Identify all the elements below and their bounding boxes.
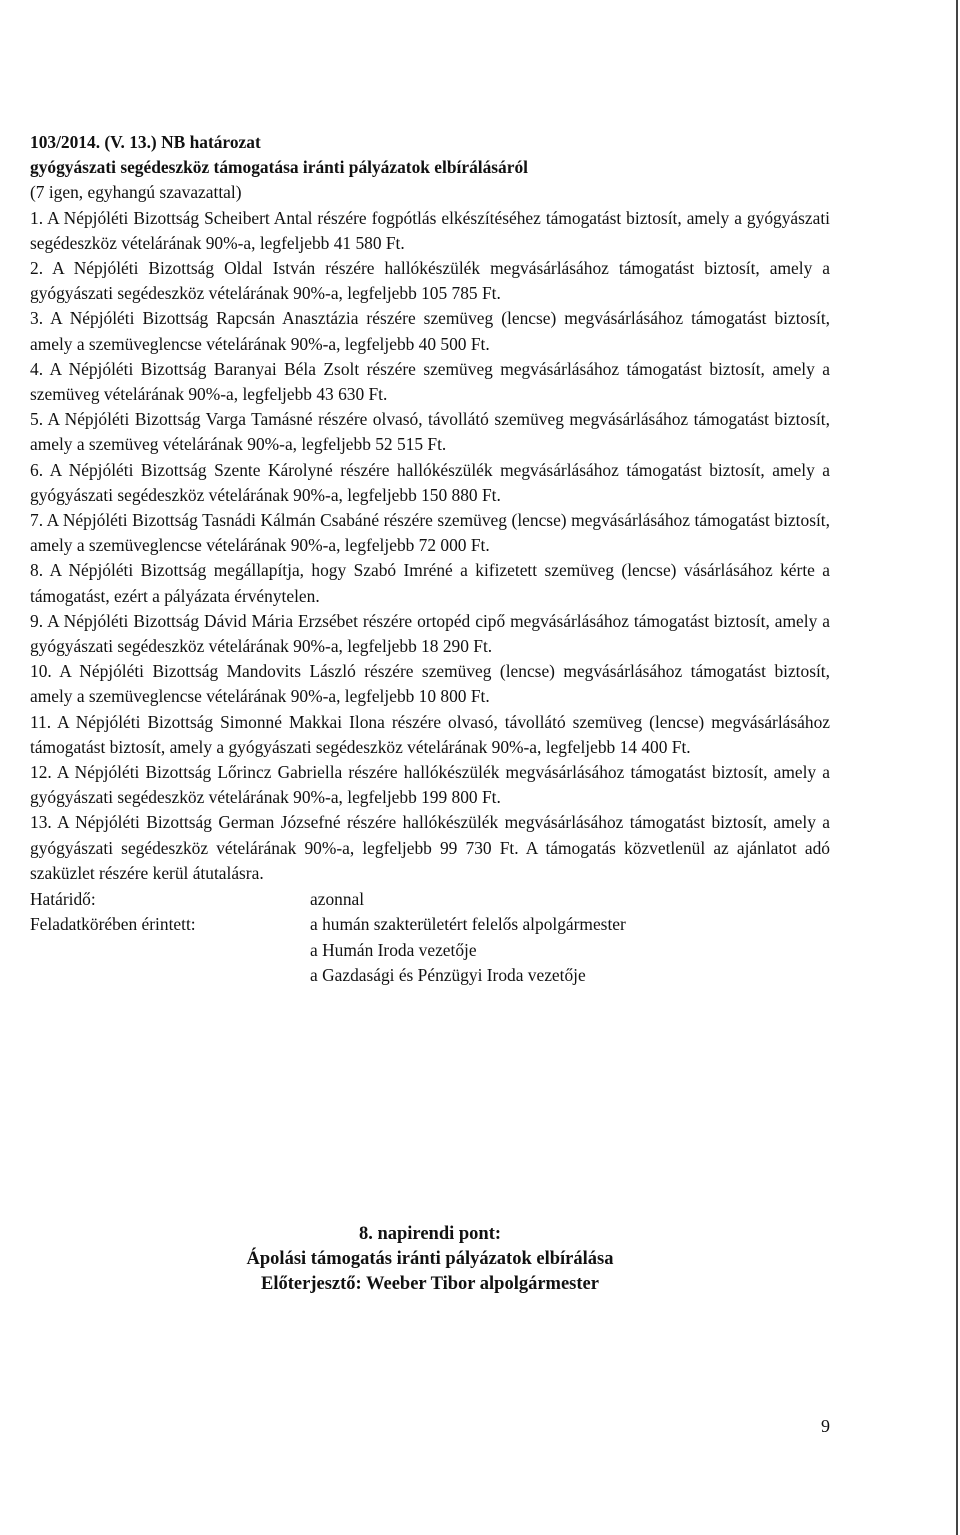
agenda-number: 8. napirendi pont: (358, 1224, 502, 1244)
deadline-label: Határidő: (30, 889, 96, 910)
resolution-item-12: 12. A Népjóléti Bizottság Lőrincz Gabriella részére hallókészülék megvásárlásához támogatást biztosít, amely a gyógyászati segédeszköz vételárának 90%-a, legfeljebb 199 800 Ft. (30, 762, 830, 808)
spacer (30, 963, 310, 988)
agenda-presenter: Előterjesztő: Weeber Tibor alpolgármester (261, 1274, 599, 1294)
deadline-value: azonnal (310, 889, 365, 910)
resolution-item-7: 7. A Népjóléti Bizottság Tasnádi Kálmán Csabáné részére szemüveg (lencse) megvásárlásához támogatást biztosít, amely a szemüveglencse vételárának 90%-a, legfeljebb 72 000 Ft. (30, 510, 830, 556)
resolution-number: 103/2014. (V. 13.) NB határozat (30, 132, 261, 152)
resolution-item-2: 2. A Népjóléti Bizottság Oldal István részére hallókészülék megvásárlásához támogatást biztosít, amely a gyógyászati segédeszköz vételárának 90%-a, legfeljebb 105 785 Ft. (30, 258, 830, 304)
resolution-item-3: 3. A Népjóléti Bizottság Rapcsán Anasztázia részére szemüveg (lencse) megvásárlásához támogatást biztosít, amely a szemüveglencse vételárának 90%-a, legfeljebb 40 500 Ft. (30, 308, 830, 354)
vote-result: (7 igen, egyhangú szavazattal) (30, 182, 242, 203)
resolution-item-11: 11. A Népjóléti Bizottság Simonné Makkai Ilona részére olvasó, távollátó szemüveg (lencse) megvásárlásához támogatást biztosít, amely a gyógyászati segédeszköz vételárának 90%-a, legfeljebb 14 400 Ft. (30, 711, 830, 757)
resolution-item-10: 10. A Népjóléti Bizottság Mandovits László részére szemüveg (lencse) megvásárlásához támogatást biztosít, amely a szemüveglencse vételárának 90%-a, legfeljebb 10 800 Ft. (30, 661, 830, 707)
scan-edge-line (956, 0, 958, 1535)
resolution-item-4: 4. A Népjóléti Bizottság Baranyai Béla Zsolt részére szemüveg megvásárlásához támogatást biztosít, amely a szemüveg vételárának 90%-a, legfeljebb 43 630 Ft. (30, 358, 830, 405)
document-body (30, 130, 830, 988)
page-number: 9 (821, 1416, 830, 1436)
resolution-item-6: 6. A Népjóléti Bizottság Szente Károlyné részére hallókészülék megvásárlásához támogatást biztosít, amely a gyógyászati segédeszköz vételárának 90%-a, legfeljebb 150 880 Ft. (30, 459, 830, 505)
resolution-item-13: 13. A Népjóléti Bizottság German Józsefné részére hallókészülék megvásárlásához támogatást biztosít, amely a gyógyászati segédeszköz vételárának 90%-a, legfeljebb 99 730 Ft. A támogatás közvetlenül az ajánlatot adó szaküzlet részére kerül átutalásra. (30, 812, 830, 883)
responsible-person: a Gazdasági és Pénzügyi Iroda vezetője (310, 964, 586, 985)
resolution-item-8: 8. A Népjóléti Bizottság megállapítja, hogy Szabó Imréné a kifizetett szemüveg (lencse) vásárlásához kérte a támogatást, ezért a pályázata érvénytelen. (30, 560, 830, 606)
resolution-title: gyógyászati segédeszköz támogatása iránti pályázatok elbírálásáról (30, 157, 528, 178)
spacer (30, 938, 310, 963)
responsible-person: a Humán Iroda vezetője (310, 939, 477, 960)
resolution-item-1: 1. A Népjóléti Bizottság Scheibert Antal részére fogpótlás elkészítéséhez támogatást biztosít, amely a gyógyászati segédeszköz vételárának 90%-a, legfeljebb 41 580 Ft. (30, 207, 830, 253)
resolution-item-5: 5. A Népjóléti Bizottság Varga Tamásné részére olvasó, távollátó szemüveg megvásárlásához támogatást biztosít, amely a szemüveg vételárának 90%-a, legfeljebb 52 515 Ft. (30, 409, 830, 455)
agenda-heading (30, 1222, 830, 1297)
responsible-label: Feladatkörében érintett: (30, 914, 196, 935)
agenda-title: Ápolási támogatás iránti pályázatok elbírálása (246, 1249, 614, 1269)
resolution-item-9: 9. A Népjóléti Bizottság Dávid Mária Erzsébet részére ortopéd cipő megvásárlásához támogatást biztosít, amely a gyógyászati segédeszköz vételárának 90%-a, legfeljebb 18 290 Ft. (30, 610, 830, 657)
responsibility-table (30, 887, 830, 988)
responsible-person: a humán szakterületért felelős alpolgármester (310, 914, 626, 935)
